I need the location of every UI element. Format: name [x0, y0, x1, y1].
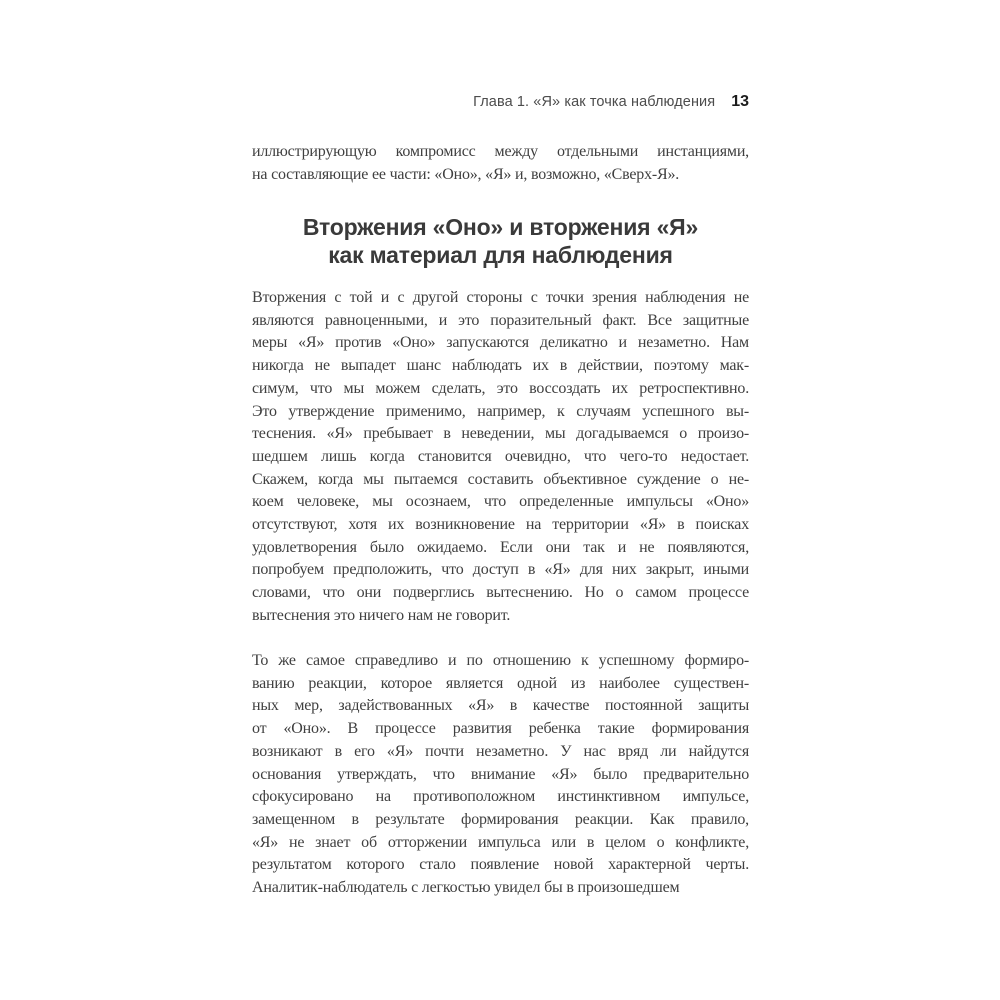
text-line: теснения. «Я» пребывает в неведении, мы догадываемся о произо- — [252, 425, 749, 443]
text-line: симум, что мы можем сделать, это воссоздать их ретроспективно. — [252, 379, 749, 397]
section-heading — [252, 213, 749, 269]
text-line: меры «Я» против «Оно» запускаются деликатно и незаметно. Нам — [252, 334, 749, 352]
body-paragraph-1 — [252, 287, 749, 628]
chapter-title: Глава 1. «Я» как точка наблюдения — [473, 94, 716, 110]
text-line: основания утверждать, что внимание «Я» было предварительно — [252, 765, 749, 783]
text-line: «Я» не знает об отторжении импульса или в целом о конфликте, — [252, 833, 749, 851]
text-line: сфокусировано на противоположном инстинктивном импульсе, — [252, 788, 749, 806]
text-line: замещенном в результате формирования реакции. Как правило, — [252, 810, 749, 828]
text-line: То же самое справедливо и по отношению к успешному формиро- — [252, 652, 749, 669]
text-line: шедшем лишь когда становится очевидно, что чего-то недостает. — [252, 447, 749, 465]
text-line: на составляющие ее части: «Оно», «Я» и, возможно, «Сверх-Я». — [252, 165, 680, 183]
text-line: Аналитик-наблюдатель с легкостью увидел бы в произошедшем — [252, 879, 680, 897]
intro-paragraph — [252, 141, 749, 186]
text-line: Это утверждение применимо, например, к случаям успешного вы- — [252, 402, 749, 420]
text-line: являются равноценными, и это поразительный факт. Все защитные — [252, 311, 749, 329]
text-line: вытеснения это ничего нам не говорит. — [252, 606, 511, 624]
text-line: от «Оно». В процессе развития ребенка такие формирования — [252, 720, 749, 738]
body-paragraph-2 — [252, 650, 749, 900]
text-line: Скажем, когда мы пытаемся составить объективное суждение о не- — [252, 470, 749, 488]
running-header — [252, 93, 749, 111]
section-heading-line-1: Вторжения «Оно» и вторжения «Я» — [302, 214, 699, 240]
text-line: возникают в его «Я» почти незаметно. У нас вряд ли найдутся — [252, 742, 749, 760]
text-line: отсутствуют, хотя их возникновение на территории «Я» в поисках — [252, 516, 749, 534]
text-line: ванию реакции, которое является одной из наиболее существен- — [252, 674, 749, 692]
section-heading-line-2: как материал для наблюдения — [328, 242, 673, 268]
text-line: удовлетворения было ожидаемо. Если они так и не появляются, — [252, 538, 749, 556]
text-line: результатом которого стало появление новой характерной черты. — [252, 856, 749, 874]
text-line: попробуем предположить, что доступ в «Я» для них закрыт, иными — [252, 561, 749, 579]
text-line: ных мер, задействованных «Я» в качестве постоянной защиты — [252, 697, 749, 715]
text-line: иллюстрирующую компромисс между отдельными инстанциями, — [252, 143, 749, 160]
text-line: Вторжения с той и с другой стороны с точки зрения наблюдения не — [252, 289, 749, 306]
text-line: никогда не выпадет шанс наблюдать их в действии, поэтому мак- — [252, 357, 749, 375]
page-number: 13 — [731, 93, 749, 110]
text-line: коем человеке, мы осознаем, что определенные импульсы «Оно» — [252, 493, 749, 511]
text-line: словами, что они подверглись вытеснению. Но о самом процессе — [252, 584, 749, 602]
